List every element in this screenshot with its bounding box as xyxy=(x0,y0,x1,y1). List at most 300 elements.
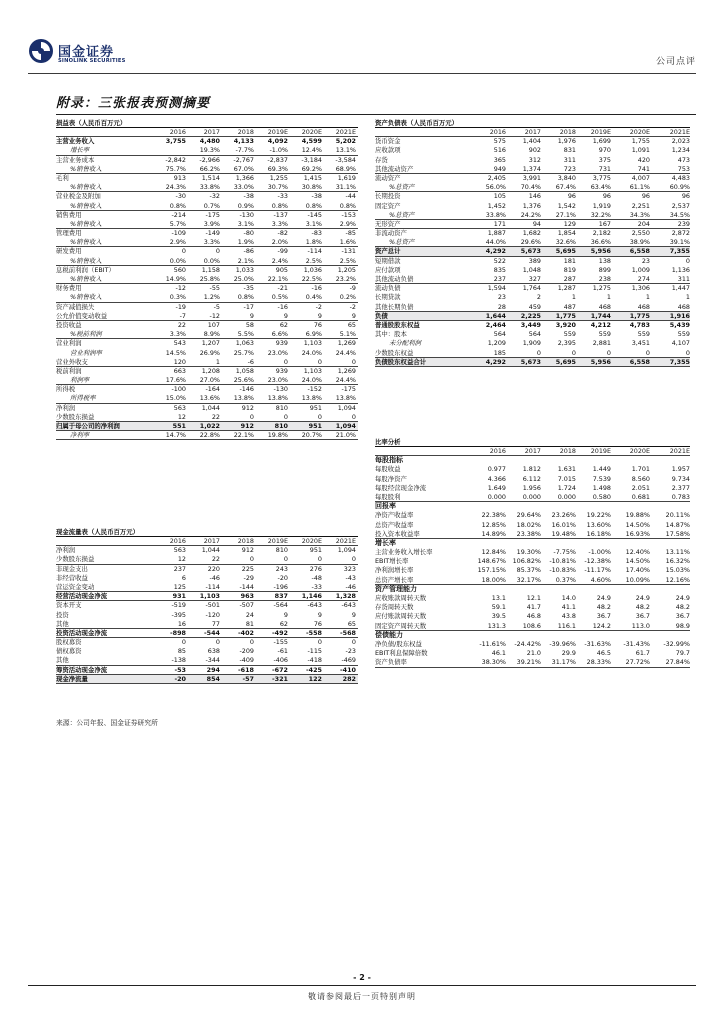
value-cell: 4,212 xyxy=(590,320,611,329)
value-cell: 10.09% xyxy=(625,575,650,584)
table-row xyxy=(56,385,358,394)
value-cell: 24.4% xyxy=(335,348,356,357)
value-cell xyxy=(576,539,611,548)
value-cell: 1,699 xyxy=(592,137,611,146)
value-cell: 24.0% xyxy=(301,348,322,357)
table-row xyxy=(56,156,358,165)
value-cell: 0 xyxy=(571,348,576,357)
value-cell: -83 xyxy=(311,229,322,238)
value-cell xyxy=(611,502,650,511)
row-label: 利润率 xyxy=(70,376,90,385)
row-label: 少数股东损益 xyxy=(56,412,95,421)
value-cell: 1,328 xyxy=(335,592,356,601)
row-label: 未分配利润 xyxy=(389,339,421,348)
value-cell: 24.2% xyxy=(520,210,541,219)
value-cell: 1,447 xyxy=(671,284,690,293)
value-cell: 2.9% xyxy=(169,238,186,247)
value-cell: -53 xyxy=(174,665,186,674)
table-row xyxy=(375,622,690,631)
table-row xyxy=(375,612,690,621)
value-cell: 563 xyxy=(173,403,186,412)
value-cell: 1,022 xyxy=(199,422,220,430)
section-header-row xyxy=(375,539,690,548)
table-row xyxy=(375,174,690,183)
year-header-cell: 2018 xyxy=(559,128,576,136)
row-label: 每股收益 xyxy=(375,465,401,474)
table-row xyxy=(56,422,358,431)
year-header-cell: 2018 xyxy=(237,128,254,136)
value-cell: 951 xyxy=(308,422,322,430)
appendix-heading xyxy=(56,88,696,115)
value-cell: 1,036 xyxy=(303,265,322,274)
value-cell: 753 xyxy=(677,164,690,173)
row-label: %销售收入 xyxy=(70,201,102,210)
value-cell: -55 xyxy=(209,284,220,293)
value-cell: 19.88% xyxy=(625,511,650,520)
value-cell: 468 xyxy=(598,302,611,311)
value-cell: 1,619 xyxy=(337,173,356,182)
value-cell: 2,225 xyxy=(520,311,541,320)
value-cell: 2.5% xyxy=(339,256,356,265)
value-cell: 120 xyxy=(173,357,186,366)
value-cell: 810 xyxy=(275,403,288,412)
table-row xyxy=(375,238,690,247)
value-cell: 79.7 xyxy=(675,649,690,658)
value-cell: -29 xyxy=(243,573,254,582)
value-cell: 1.701 xyxy=(631,465,650,474)
value-cell: -344 xyxy=(205,656,220,665)
value-cell: 68.9% xyxy=(335,164,356,173)
value-cell: -209 xyxy=(239,647,254,656)
value-cell: 22.1% xyxy=(267,275,288,283)
value-cell: 12 xyxy=(177,555,186,564)
table-row xyxy=(375,275,690,284)
value-cell xyxy=(611,585,650,594)
value-cell xyxy=(650,456,690,465)
year-header-cell: 2020E xyxy=(301,128,322,136)
value-cell: -38 xyxy=(311,192,322,201)
table-title: 现金流量表（人民币百万元） xyxy=(56,527,358,537)
value-cell: -7.7% xyxy=(235,146,254,155)
value-cell: 94 xyxy=(532,219,541,228)
value-cell: -672 xyxy=(272,665,288,674)
value-cell: 6.9% xyxy=(305,330,322,339)
value-cell: 22.1% xyxy=(233,431,254,440)
value-cell: 0 xyxy=(249,638,254,647)
value-cell: 24.9 xyxy=(596,594,611,602)
sinolink-logo-icon xyxy=(28,38,54,64)
year-header-cell: 2019E xyxy=(267,128,288,136)
value-cell: 17.40% xyxy=(625,566,650,575)
table-row xyxy=(375,484,690,493)
row-label: %总资产 xyxy=(389,210,415,219)
row-label: 营业外收支 xyxy=(56,357,88,366)
value-cell: -409 xyxy=(239,656,254,665)
table-row xyxy=(56,413,358,422)
year-header-blank xyxy=(375,447,471,455)
value-cell: 18.02% xyxy=(516,520,541,529)
value-cell: 468 xyxy=(637,302,650,311)
value-cell: 0.0% xyxy=(169,256,186,265)
value-cell: 810 xyxy=(274,422,288,430)
value-cell xyxy=(576,502,611,511)
value-cell: -558 xyxy=(306,628,322,637)
value-cell: -99 xyxy=(277,247,288,256)
company-name-cn: 国金证券 xyxy=(58,45,115,60)
value-cell: 3,840 xyxy=(557,173,576,182)
row-label: 增长率 xyxy=(375,538,396,547)
value-cell: 19.30% xyxy=(516,548,541,557)
value-cell: 85.37% xyxy=(516,566,541,575)
row-label: %销售收入 xyxy=(70,219,102,228)
table-row xyxy=(56,555,358,564)
table-row xyxy=(56,546,358,555)
value-cell: 1,764 xyxy=(522,284,541,293)
table-row xyxy=(375,349,690,358)
row-label: 其中：股本 xyxy=(375,330,407,339)
value-cell xyxy=(611,539,650,548)
row-label: 无形资产 xyxy=(375,219,401,228)
value-cell: 113.0 xyxy=(631,621,650,630)
value-cell: 5,439 xyxy=(669,320,690,329)
value-cell: -5 xyxy=(213,302,220,311)
value-cell: 167 xyxy=(598,219,611,228)
value-cell: -2 xyxy=(349,302,356,311)
value-cell: 1,682 xyxy=(522,229,541,238)
value-cell: 0 xyxy=(283,412,288,421)
value-cell: 148.67% xyxy=(477,557,506,566)
value-cell: 1.9% xyxy=(237,238,254,247)
value-cell: 6 xyxy=(181,573,186,582)
row-label: %销售收入 xyxy=(70,275,102,283)
value-cell: 0.0% xyxy=(203,256,220,265)
value-cell: 1,644 xyxy=(485,311,506,320)
value-cell: 75.7% xyxy=(165,164,186,173)
value-cell: 294 xyxy=(206,665,220,674)
table-row xyxy=(56,146,358,155)
table-row xyxy=(375,146,690,155)
value-cell: 46.1 xyxy=(491,649,506,658)
value-cell: 1,366 xyxy=(235,173,254,182)
value-cell xyxy=(611,456,650,465)
value-cell xyxy=(471,456,506,465)
row-label: 息税前利润（EBIT） xyxy=(56,265,115,274)
value-cell: -469 xyxy=(341,656,356,665)
balance-sheet-table xyxy=(375,118,690,367)
value-cell: 1,887 xyxy=(487,229,506,238)
value-cell: 3,755 xyxy=(165,137,186,146)
year-header-blank xyxy=(56,537,152,545)
value-cell: 0.783 xyxy=(671,492,690,501)
row-label: 增长率 xyxy=(70,146,90,155)
value-cell: -100 xyxy=(171,385,186,394)
footer-divider xyxy=(28,985,696,986)
value-cell: 2.051 xyxy=(631,483,650,492)
year-header-cell: 2021E xyxy=(669,128,690,136)
value-cell: -11.17% xyxy=(584,566,611,575)
value-cell: 23.0% xyxy=(267,348,288,357)
value-cell: -131 xyxy=(341,247,356,256)
value-cell: 2.4% xyxy=(271,256,288,265)
value-cell: 36.7 xyxy=(635,612,650,621)
value-cell: 323 xyxy=(343,564,356,573)
value-cell: 14.50% xyxy=(625,557,650,566)
value-cell: 22.5% xyxy=(301,275,322,283)
value-cell: 0.8% xyxy=(237,293,254,302)
value-cell: 32.6% xyxy=(555,238,576,247)
value-cell: 1.956 xyxy=(522,483,541,492)
value-cell: 48.2 xyxy=(596,603,611,612)
table-row xyxy=(56,321,358,330)
value-cell: 0.681 xyxy=(631,492,650,501)
value-cell: 38.9% xyxy=(629,238,650,247)
value-cell: -12 xyxy=(209,311,220,320)
row-label: 营业税金及附加 xyxy=(56,192,101,201)
table-row xyxy=(56,266,358,275)
value-cell: 27.72% xyxy=(625,658,650,667)
value-cell: 949 xyxy=(493,164,506,173)
value-cell: -507 xyxy=(239,601,254,610)
value-cell: -20 xyxy=(277,573,288,582)
value-cell: 16 xyxy=(177,619,186,628)
value-cell: 243 xyxy=(275,564,288,573)
row-label: 固定资产周转天数 xyxy=(375,621,427,630)
value-cell xyxy=(541,456,576,465)
table-row xyxy=(375,284,690,293)
value-cell: 0 xyxy=(181,247,186,256)
value-cell: 27.1% xyxy=(555,210,576,219)
value-cell: 1,094 xyxy=(337,546,356,555)
value-cell: 963 xyxy=(240,592,254,601)
value-cell xyxy=(576,585,611,594)
value-cell: 4,133 xyxy=(233,137,254,146)
row-label: 负债股东权益合计 xyxy=(375,357,427,366)
table-row xyxy=(56,137,358,146)
table-row xyxy=(375,293,690,302)
value-cell: 9 xyxy=(283,610,288,619)
value-cell: 7,355 xyxy=(669,247,690,256)
value-cell: 65 xyxy=(347,320,356,329)
value-cell: 0 xyxy=(606,348,611,357)
value-cell: 3.1% xyxy=(305,219,322,228)
value-cell: -114 xyxy=(205,582,220,591)
value-cell: 13.11% xyxy=(665,548,690,557)
value-cell: 564 xyxy=(493,330,506,339)
value-cell: 0.977 xyxy=(487,465,506,474)
value-cell: 835 xyxy=(493,265,506,274)
row-label: 其他 xyxy=(56,656,69,665)
value-cell: 19.48% xyxy=(551,529,576,538)
value-cell: 7,355 xyxy=(669,357,690,366)
value-cell: 311 xyxy=(563,155,576,164)
value-cell: 25.6% xyxy=(233,376,254,385)
table-row xyxy=(375,202,690,211)
value-cell: 32.2% xyxy=(590,210,611,219)
value-cell: 25.0% xyxy=(233,275,254,283)
value-cell: -33 xyxy=(277,192,288,201)
value-cell: 912 xyxy=(241,546,254,555)
value-cell: -11.61% xyxy=(479,639,506,648)
value-cell: 0.8% xyxy=(271,201,288,210)
value-cell: -114 xyxy=(307,247,322,256)
table-row xyxy=(56,183,358,192)
table-row xyxy=(56,247,358,256)
value-cell: 1 xyxy=(685,293,690,302)
value-cell: 23.38% xyxy=(516,529,541,538)
value-cell: 559 xyxy=(563,330,576,339)
row-label: 税前利润 xyxy=(56,366,82,375)
value-cell: 19.22% xyxy=(586,511,611,520)
value-cell: 1,094 xyxy=(337,403,356,412)
value-cell: 12.4% xyxy=(301,146,322,155)
value-cell: 741 xyxy=(637,164,650,173)
value-cell: 1.449 xyxy=(592,465,611,474)
row-label: 净利润增长率 xyxy=(375,566,414,575)
value-cell: 43.8 xyxy=(561,612,576,621)
value-cell: 5,202 xyxy=(335,137,356,146)
value-cell: 1,415 xyxy=(303,173,322,182)
table-row xyxy=(375,137,690,146)
row-label: 投资收益 xyxy=(56,320,82,329)
value-cell: 0 xyxy=(317,357,322,366)
table-row xyxy=(56,165,358,174)
value-cell: 12 xyxy=(177,412,186,421)
value-cell: 0 xyxy=(215,247,220,256)
value-cell: 13.8% xyxy=(335,394,356,403)
value-cell: 0.7% xyxy=(203,201,220,210)
year-header-blank xyxy=(375,128,471,136)
row-label: 净利润 xyxy=(56,546,76,555)
value-cell: 116.1 xyxy=(557,621,576,630)
value-cell: 4,483 xyxy=(671,173,690,182)
row-label: 应收账款周转天数 xyxy=(375,594,427,602)
row-label: 公允价值变动收益 xyxy=(56,311,108,320)
row-label: %总资产 xyxy=(389,238,415,247)
row-label: 少数股东权益 xyxy=(375,348,414,357)
value-cell: -164 xyxy=(205,385,220,394)
value-cell: 39.5 xyxy=(491,612,506,621)
value-cell: 9.734 xyxy=(671,474,690,483)
value-cell: 15.03% xyxy=(665,566,690,575)
value-cell: 12.1 xyxy=(526,594,541,602)
value-cell: 1.6% xyxy=(339,238,356,247)
row-label: 长期贷款 xyxy=(375,293,401,302)
value-cell: 28 xyxy=(497,302,506,311)
table-row xyxy=(375,303,690,312)
value-cell: 12.40% xyxy=(625,548,650,557)
value-cell: 33.0% xyxy=(233,183,254,192)
value-cell: 4,007 xyxy=(631,173,650,182)
row-label: 股权募资 xyxy=(56,638,82,647)
row-label: 主营业务收入 xyxy=(56,137,95,146)
table-row xyxy=(375,511,690,520)
value-cell: 0.000 xyxy=(522,492,541,501)
value-cell: 61.1% xyxy=(629,183,650,192)
value-cell: -618 xyxy=(238,665,254,674)
value-cell: 31.1% xyxy=(335,183,356,192)
value-cell: 1,205 xyxy=(337,265,356,274)
value-cell: 122 xyxy=(308,674,322,683)
value-cell: 12.84% xyxy=(481,548,506,557)
value-cell: -16 xyxy=(277,302,288,311)
row-label: 净资产收益率 xyxy=(375,511,414,520)
value-cell: -46 xyxy=(345,582,356,591)
value-cell: 854 xyxy=(206,674,220,683)
value-cell: 1,103 xyxy=(199,592,220,601)
value-cell: -564 xyxy=(273,601,288,610)
row-label: 非经营收益 xyxy=(56,573,88,582)
row-label: 每股股利 xyxy=(375,492,401,501)
value-cell: 46.5 xyxy=(596,649,611,658)
row-label: 营运资金变动 xyxy=(56,582,95,591)
table-row xyxy=(56,675,358,684)
value-cell: -109 xyxy=(171,229,186,238)
value-cell: 6,558 xyxy=(629,357,650,366)
table-row xyxy=(375,192,690,201)
value-cell: 22.8% xyxy=(199,431,220,440)
value-cell: 5,956 xyxy=(590,357,611,366)
value-cell: 1,255 xyxy=(269,173,288,182)
income-statement-table xyxy=(56,118,358,440)
value-cell: 16.18% xyxy=(586,529,611,538)
value-cell: 23 xyxy=(641,256,650,265)
row-label: 每股净资产 xyxy=(375,474,407,483)
table-row xyxy=(375,603,690,612)
value-cell: 67.0% xyxy=(233,164,254,173)
row-label: 长期投资 xyxy=(375,192,401,201)
value-cell: 487 xyxy=(563,302,576,311)
value-cell: 723 xyxy=(563,164,576,173)
value-cell: 106.82% xyxy=(512,557,541,566)
row-label: 净负债/股东权益 xyxy=(375,639,422,648)
year-header-cell: 2016 xyxy=(489,128,506,136)
value-cell: 29.64% xyxy=(516,511,541,520)
value-cell: -33 xyxy=(311,582,322,591)
year-header-cell: 2017 xyxy=(524,128,541,136)
table-row xyxy=(375,339,690,348)
value-cell: 913 xyxy=(173,173,186,182)
value-cell: 1 xyxy=(215,357,220,366)
value-cell: 1,775 xyxy=(629,311,650,320)
value-cell: 1,452 xyxy=(487,201,506,210)
value-cell: 1.631 xyxy=(557,465,576,474)
row-label: 回报率 xyxy=(375,502,396,511)
value-cell: 25.8% xyxy=(199,275,220,283)
value-cell: -17 xyxy=(243,302,254,311)
row-label: 所得税 xyxy=(56,385,76,394)
value-cell: 15.0% xyxy=(165,394,186,403)
value-cell: 13.1 xyxy=(491,594,506,602)
value-cell: 0 xyxy=(645,348,650,357)
value-cell: 0.5% xyxy=(271,293,288,302)
value-cell: 4,292 xyxy=(485,357,506,366)
row-label: 营业利润 xyxy=(56,339,82,348)
year-header-cell: 2020E xyxy=(301,537,322,545)
section-header-row xyxy=(375,631,690,640)
table-row xyxy=(56,647,358,656)
table-row xyxy=(56,666,358,675)
value-cell: -410 xyxy=(340,665,356,674)
value-cell: -149 xyxy=(205,229,220,238)
value-cell: -12 xyxy=(175,284,186,293)
value-cell: -7 xyxy=(179,311,186,320)
value-cell: 9 xyxy=(283,311,288,320)
table-row xyxy=(375,594,690,603)
value-cell: 21.0% xyxy=(335,431,356,440)
value-cell: 4,092 xyxy=(267,137,288,146)
value-cell: -38 xyxy=(243,192,254,201)
year-header-cell: 2016 xyxy=(169,128,186,136)
